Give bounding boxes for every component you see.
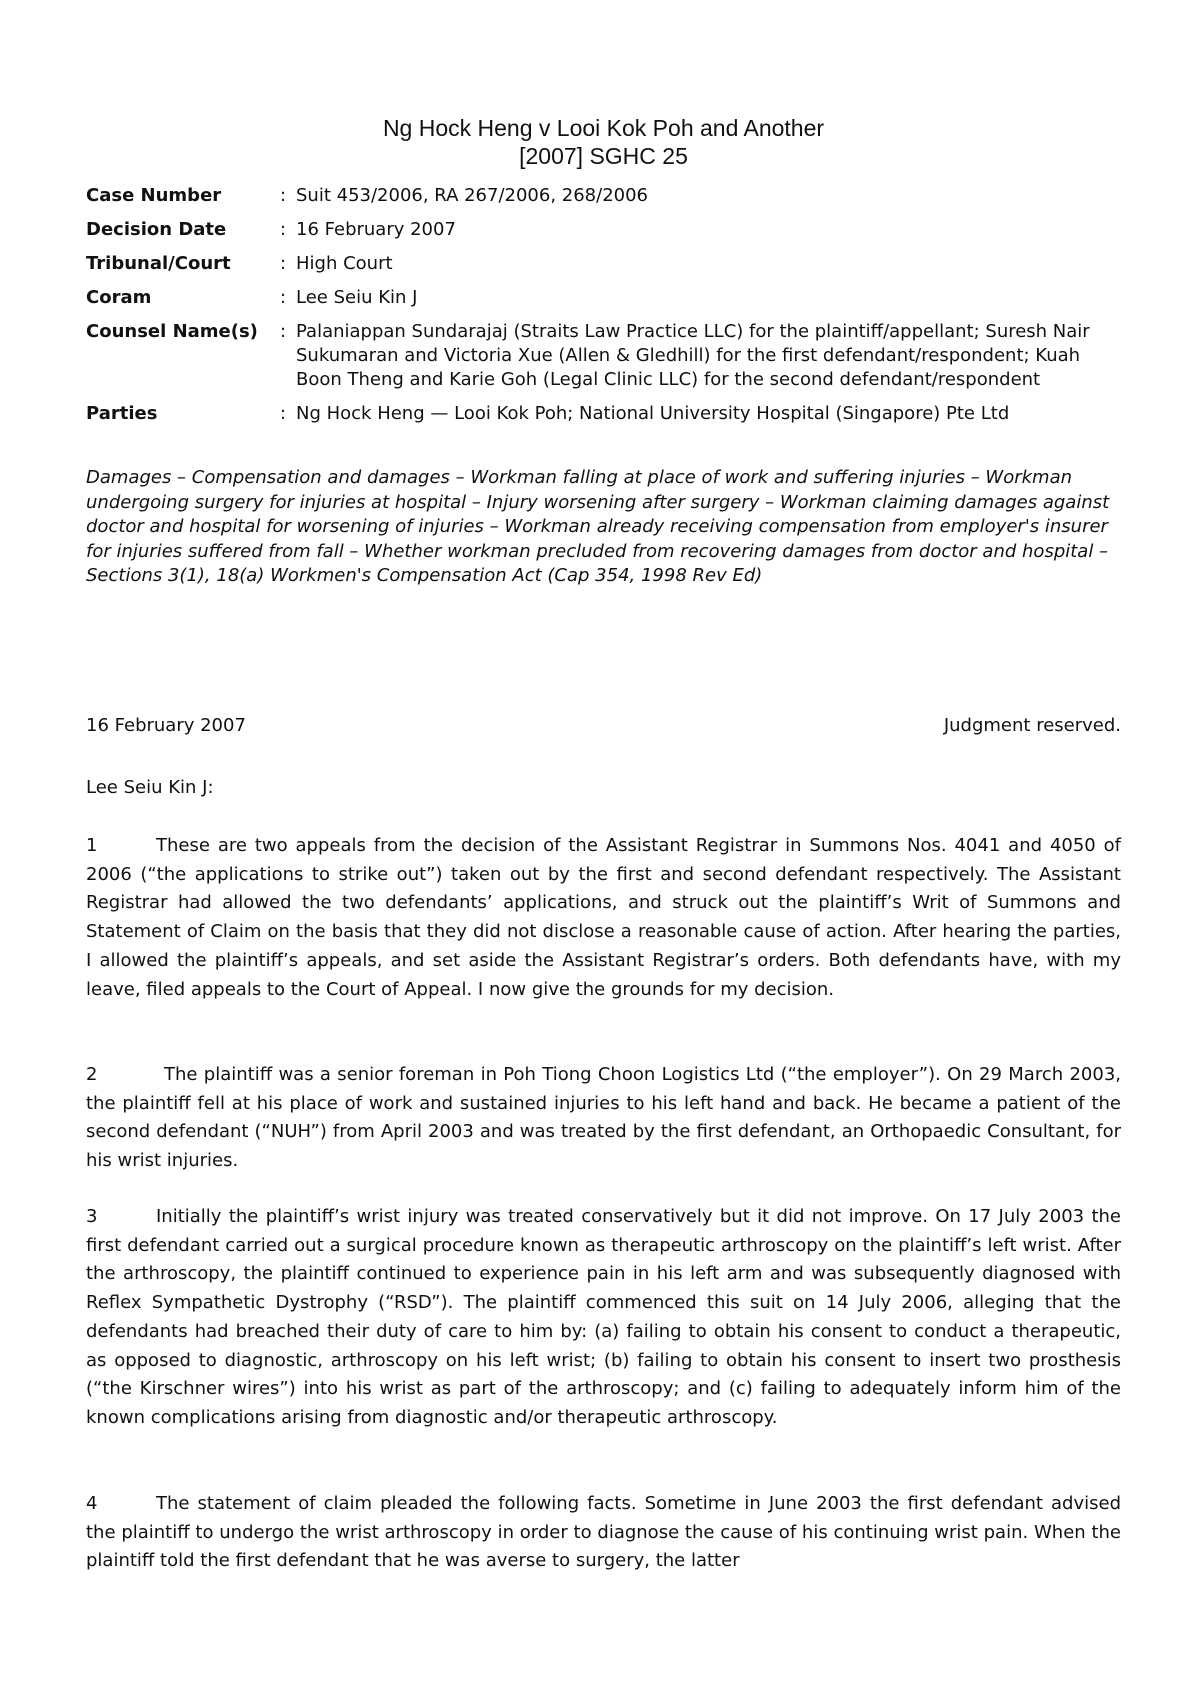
case-citation: [2007] SGHC 25	[519, 143, 688, 169]
meta-parties	[86, 402, 1121, 426]
meta-value: 16 February 2007	[296, 219, 456, 240]
judgment-reserved-note: Judgment reserved.	[943, 715, 1121, 736]
judgment-page	[86, 0, 1121, 1698]
meta-label: Case Number	[86, 185, 222, 206]
meta-counsel	[86, 320, 1121, 392]
paragraph-number: 2	[86, 1064, 98, 1085]
meta-label: Parties	[86, 403, 158, 424]
meta-case-number	[86, 184, 1121, 208]
paragraph-text: The plaintiff was a senior foreman in Poh Tiong Choon Logistics Ltd (“the employer”). On 29 March 2003, the plaintiff fell at his place of work and sustained injuries to his left hand and back. He became a patient of the second defendant (“NUH”) from April 2003 and was treated by the first defendant, an Orthopaedic Consultant, for his wrist injuries.	[86, 1064, 1121, 1172]
case-title-parties: Ng Hock Heng v Looi Kok Poh and Another	[382, 115, 825, 141]
meta-label: Coram	[86, 287, 152, 308]
paragraph-text: These are two appeals from the decision of the Assistant Registrar in Summons Nos. 4041 and 4050 of 2006 (“the applications to strike out”) taken out by the first and second defendant respectively. The Assistant Registrar had allowed the two defendants’ applications, and struck out the plaintiff’s Writ of Summons and Statement of Claim on the basis that they did not disclose a reasonable cause of action. After hearing the parties, I allowed the plaintiff’s appeals, and set aside the Assistant Registrar’s orders. Both defendants have, with my leave, filed appeals to the Court of Appeal. I now give the grounds for my decision.	[86, 835, 1121, 1000]
meta-tribunal	[86, 252, 1121, 276]
catchwords: Damages – Compensation and damages – Workman falling at place of work and suffering injuries – Workman undergoing surgery for injuries at hospital – Injury worsening after surgery – Workman claiming damages against doctor and hospital for worsening of injuries – Workman already receiving compensation from employer's insurer for injuries suffered from fall – Whether workman precluded from recovering damages from doctor and hospital – Sections 3(1), 18(a) Workmen's Compensation Act (Cap 354, 1998 Rev Ed)	[86, 467, 1110, 586]
meta-colon: :	[280, 253, 287, 274]
paragraph	[86, 1061, 1121, 1176]
meta-colon: :	[280, 321, 287, 342]
meta-colon: :	[280, 287, 287, 308]
meta-decision-date	[86, 218, 1121, 242]
judge-name: Lee Seiu Kin J:	[86, 777, 214, 798]
paragraph	[86, 832, 1121, 1004]
meta-colon: :	[280, 403, 287, 424]
paragraph-number: 3	[86, 1206, 98, 1227]
case-metadata	[86, 184, 1121, 436]
paragraph-number: 1	[86, 835, 98, 856]
paragraph-text: The statement of claim pleaded the following facts. Sometime in June 2003 the first defendant advised the plaintiff to undergo the wrist arthroscopy in order to diagnose the cause of his continuing wrist pain. When the plaintiff told the first defendant that he was averse to surgery, the latter	[86, 1493, 1121, 1572]
judgment-date: 16 February 2007	[86, 715, 246, 736]
paragraph-text: Initially the plaintiff’s wrist injury was treated conservatively but it did not improve. On 17 July 2003 the first defendant carried out a surgical procedure known as therapeutic arthroscopy on the plaintiff’s left wrist. After the arthroscopy, the plaintiff continued to experience pain in his left arm and was subsequently diagnosed with Reflex Sympathetic Dystrophy (“RSD”). The plaintiff commenced this suit on 14 July 2006, alleging that the defendants had breached their duty of care to him by: (a) failing to obtain his consent to conduct a therapeutic, as opposed to diagnostic, arthroscopy on his left wrist; (b) failing to obtain his consent to insert two prosthesis (“the Kirschner wires”) into his wrist as part of the arthroscopy; and (c) failing to adequately inform him of the known complications arising from diagnostic and/or therapeutic arthroscopy.	[86, 1206, 1121, 1428]
meta-value: High Court	[296, 253, 393, 274]
case-title	[86, 114, 1121, 170]
meta-label: Tribunal/Court	[86, 253, 231, 274]
meta-colon: :	[280, 185, 287, 206]
meta-value: Ng Hock Heng — Looi Kok Poh; National University Hospital (Singapore) Pte Ltd	[296, 403, 1010, 424]
meta-value: Palaniappan Sundarajaj (Straits Law Practice LLC) for the plaintiff/appellant; Suresh Nair Sukumaran and Victoria Xue (Allen & Gledhill) for the first defendant/respondent; Kuah Boon Theng and Karie Goh (Legal Clinic LLC) for the second defendant/respondent	[296, 321, 1090, 390]
meta-label: Decision Date	[86, 219, 227, 240]
judgment-dateline	[86, 714, 1121, 738]
meta-value: Suit 453/2006, RA 267/2006, 268/2006	[296, 185, 649, 206]
paragraph-number: 4	[86, 1493, 98, 1514]
meta-value: Lee Seiu Kin J	[296, 287, 418, 308]
paragraph	[86, 1203, 1121, 1433]
paragraph	[86, 1490, 1121, 1576]
meta-coram	[86, 286, 1121, 310]
meta-label: Counsel Name(s)	[86, 321, 258, 342]
meta-colon: :	[280, 219, 287, 240]
